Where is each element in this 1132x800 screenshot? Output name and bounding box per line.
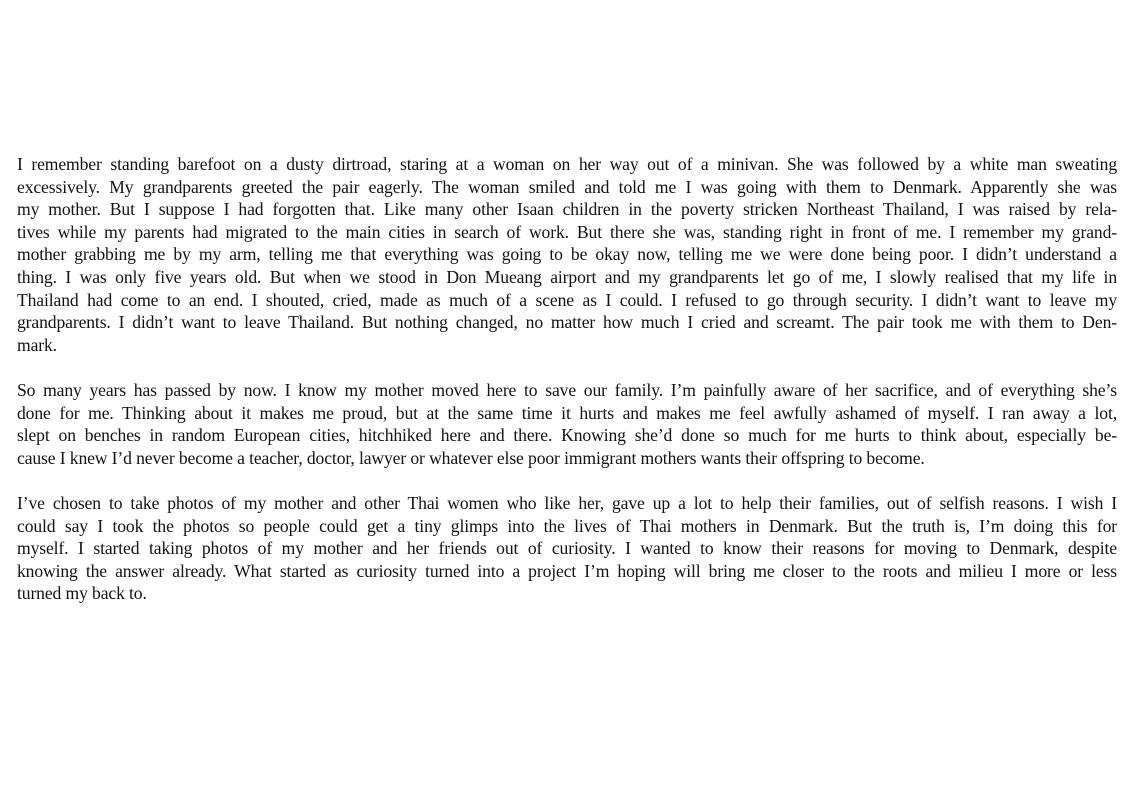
text-line: excessively. My grandparents greeted the pair eagerly. The woman smiled and told me I was going with them to Denmark. Apparently she was bbox=[17, 176, 1117, 197]
paragraph-2 bbox=[17, 379, 1117, 469]
text-line: knowing the answer already. What started as curiosity turned into a project I’m hoping will bring me closer to the roots and milieu I more or less bbox=[17, 560, 1117, 581]
text-line: thing. I was only five years old. But when we stood in Don Mueang airport and my grandparents let go of me, I slowly realised that my life in bbox=[17, 266, 1117, 287]
text-line: cause I knew I’d never become a teacher, doctor, lawyer or whatever else poor immigrant mothers wants their offspring to become. bbox=[17, 447, 925, 468]
text-line: Thailand had come to an end. I shouted, cried, made as much of a scene as I could. I refused to go through security. I didn’t want to leave my bbox=[17, 289, 1117, 310]
document-body bbox=[17, 153, 1117, 627]
text-line: So many years has passed by now. I know my mother moved here to save our family. I’m painfully aware of her sacrifice, and of everything she’s bbox=[17, 379, 1117, 400]
paragraph-1 bbox=[17, 153, 1117, 356]
text-line: I’ve chosen to take photos of my mother and other Thai women who like her, gave up a lot to help their families, out of selfish reasons. I wish I bbox=[17, 492, 1117, 513]
text-line: tives while my parents had migrated to the main cities in search of work. But there she was, standing right in front of me. I remember my grand- bbox=[17, 221, 1117, 242]
text-line: grandparents. I didn’t want to leave Thailand. But nothing changed, no matter how much I cried and screamt. The pair took me with them to Den- bbox=[17, 312, 1117, 333]
text-line: I remember standing barefoot on a dusty dirtroad, staring at a woman on her way out of a minivan. She was followed by a white man sweating bbox=[17, 154, 1117, 174]
text-line: mother grabbing me by my arm, telling me that everything was going to be okay now, telling me we were done being poor. I didn’t understand a bbox=[17, 244, 1117, 265]
text-line: could say I took the photos so people could get a tiny glimps into the lives of Thai mothers in Denmark. But the truth is, I’m doing this for bbox=[17, 515, 1117, 536]
text-line: turned my back to. bbox=[17, 583, 147, 604]
text-line: myself. I started taking photos of my mother and her friends out of curiosity. I wanted to know their reasons for moving to Denmark, despite bbox=[17, 538, 1117, 559]
text-line: slept on benches in random European cities, hitchhiked here and there. Knowing she’d done so much for me hurts to think about, especially be- bbox=[17, 425, 1117, 446]
paragraph-3 bbox=[17, 492, 1117, 605]
text-line: my mother. But I suppose I had forgotten that. Like many other Isaan children in the poverty stricken Northeast Thailand, I was raised by rela- bbox=[17, 199, 1117, 220]
text-line: mark. bbox=[17, 334, 57, 355]
text-line: done for me. Thinking about it makes me proud, but at the same time it hurts and makes me feel awfully ashamed of myself. I ran away a lot, bbox=[17, 402, 1117, 423]
